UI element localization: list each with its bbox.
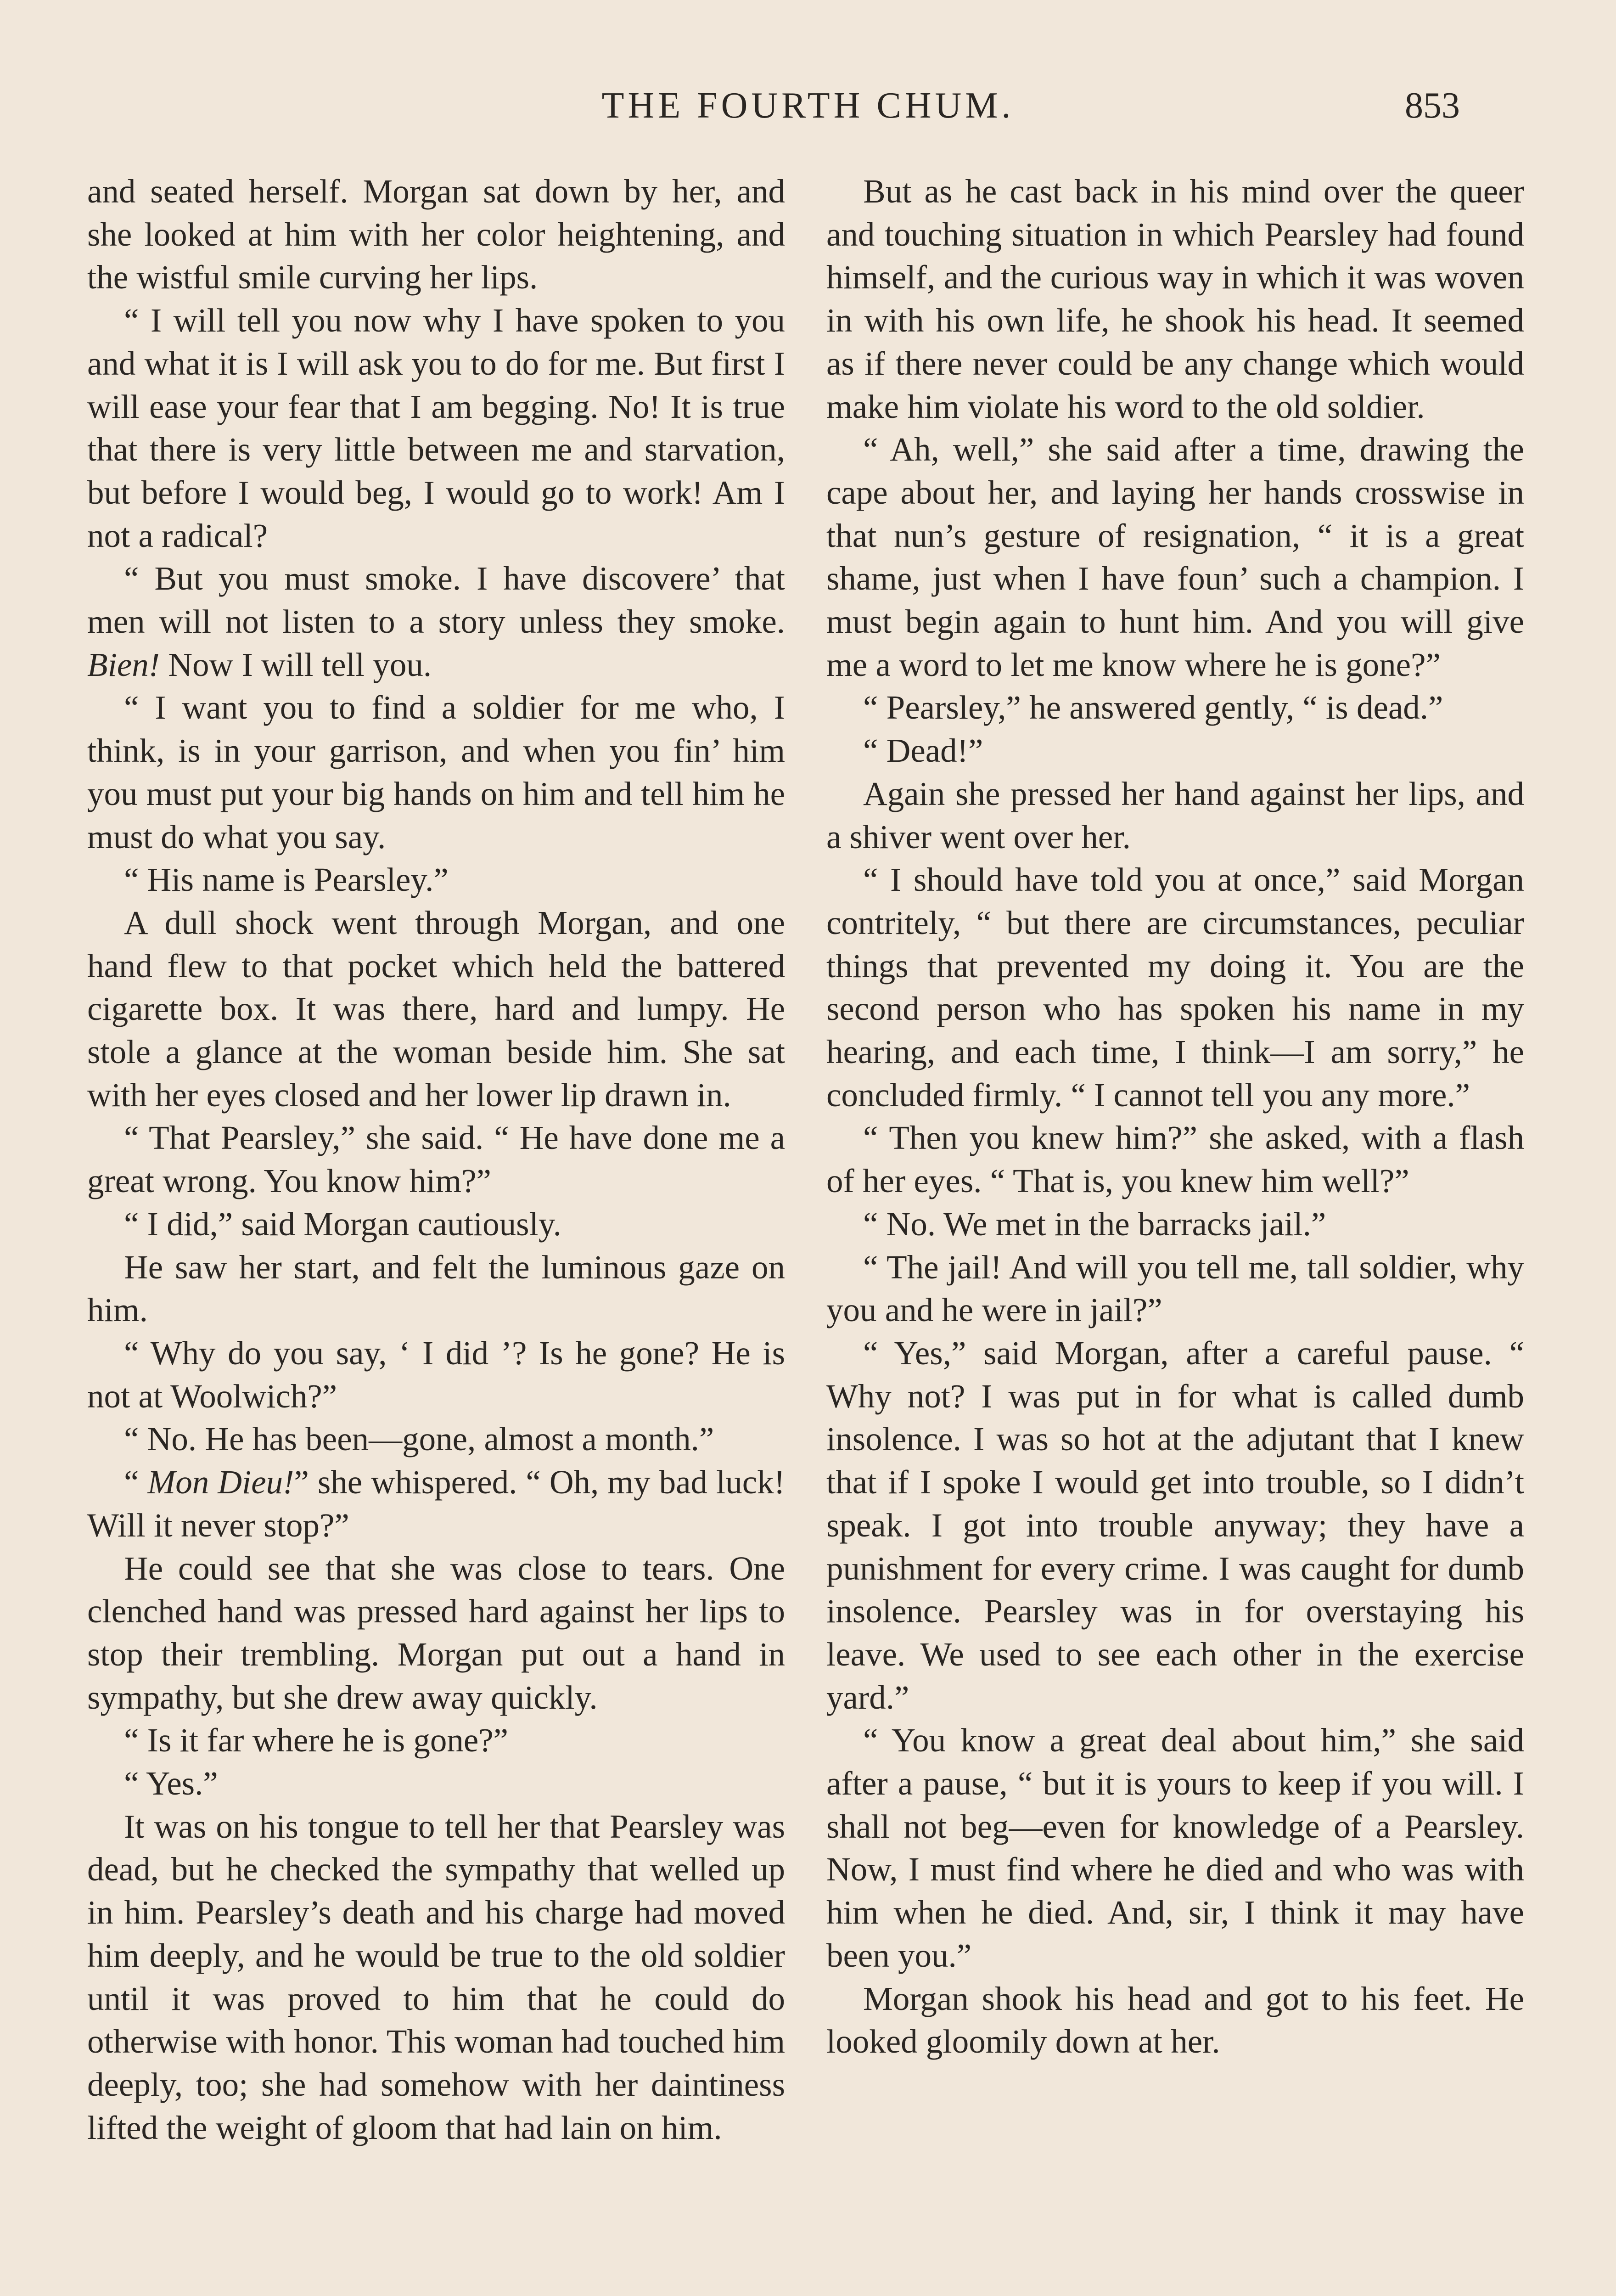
paragraph: A dull shock went through Morgan, and one hand flew to that pocket which held the battered cigarette box. It was there, hard and lumpy. He stole a glance at the woman beside him. She sat with her eyes closed and her lower lip drawn in. (87, 904, 785, 1114)
running-header (87, 78, 1529, 133)
paragraph: “ I should have told you at once,” said Morgan contritely, “ but there are circumstances, peculiar things that prevented my doing it. You are the second person who has spoken his name in my hearing, and each time, I think—I am sorry,” he concluded firmly. “ I cannot tell you any more.” (826, 861, 1524, 1114)
paragraph: “ Pearsley,” he answered gently, “ is dead.” (863, 689, 1443, 726)
paragraph: “ Yes,” said Morgan, after a careful pause. “ Why not? I was put in for what is called dumb insolence. I was so hot at the adjutant that I knew that if I spoke I would get into trouble, so I didn’t speak. I got into trouble anyway; they have a punishment for every crime. I was caught for dumb insolence. Pearsley was in for overstaying his leave. We used to see each other in the exercise yard.” (826, 1334, 1524, 1716)
paragraph: “ His name is Pearsley.” (124, 861, 449, 899)
paragraph: But as he cast back in his mind over the queer and touching situation in which Pearsley had found himself, and the curious way in which it was woven in with his own life, he shook his head. It seemed as if there never could be any change which would make him violate his word to the old soldier. (826, 173, 1524, 425)
paragraph: “ Yes.” (124, 1765, 218, 1802)
paragraph: “ I want you to find a soldier for me who, I think, is in your garrison, and when you fin’ him you must put your big hands on him and tell him he must do what you say. (87, 689, 785, 855)
paragraph: “ Dead!” (863, 732, 983, 770)
paragraph: “ Why do you say, ‘ I did ’? Is he gone? He is not at Woolwich?” (87, 1334, 785, 1415)
paragraph: “ That Pearsley,” she said. “ He have done me a great wrong. You know him?” (87, 1119, 785, 1200)
page-number: 853 (1405, 85, 1460, 126)
right-column (826, 170, 1524, 2063)
paragraph: “ No. He has been—gone, almost a month.” (124, 1420, 714, 1458)
paragraph: Morgan shook his head and got to his feet. He looked gloomily down at her. (826, 1980, 1524, 2060)
paragraph: He could see that she was close to tears. One clenched hand was pressed hard against her lips to stop their trembling. Morgan put out a hand in sympathy, but she drew away quickly. (87, 1549, 785, 1716)
paragraph: “ Is it far where he is gone?” (124, 1722, 509, 1759)
paragraph: He saw her start, and felt the luminous gaze on him. (87, 1248, 785, 1329)
paragraph: “ Then you knew him?” she asked, with a flash of her eyes. “ That is, you knew him well?” (826, 1119, 1524, 1200)
paragraph: Again she pressed her hand against her lips, and a shiver went over her. (826, 775, 1524, 855)
paragraph: “ Mon Dieu!” she whispered. “ Oh, my bad luck! Will it never stop?” (87, 1463, 785, 1544)
paragraph: It was on his tongue to tell her that Pearsley was dead, but he checked the sympathy that welled up in him. Pearsley’s death and his charge had moved him deeply, and he would be true to the old soldier until it was proved to him that he could do otherwise with honor. This woman had touched him deeply, too; she had somehow with her daintiness lifted the weight of gloom that had lain on him. (87, 1807, 785, 2146)
running-title: THE FOURTH CHUM. (601, 85, 1015, 126)
paragraph: “ But you must smoke. I have discovere’ that men will not listen to a story unless they smoke. Bien! Now I will tell you. (87, 560, 785, 683)
paragraph: “ Ah, well,” she said after a time, drawing the cape about her, and laying her hands crosswise in that nun’s gesture of resignation, “ it is a great shame, just when I have foun’ such a champion. I must begin again to hunt him. And you will give me a word to let me know where he is gone?” (826, 431, 1524, 683)
paragraph: “ I will tell you now why I have spoken to you and what it is I will ask you to do for me. But first I will ease your fear that I am begging. No! It is true that there is very little between me and starvation, but before I would beg, I would go to work! Am I not a radical? (87, 302, 785, 554)
paragraph: “ The jail! And will you tell me, tall soldier, why you and he were in jail?” (826, 1248, 1524, 1329)
paragraph: “ I did,” said Morgan cautiously. (124, 1205, 561, 1243)
paragraph: “ No. We met in the barracks jail.” (863, 1205, 1326, 1243)
paragraph: and seated herself. Morgan sat down by her, and she looked at him with her color heightening, and the wistful smile curving her lips. (87, 173, 785, 296)
paragraph: “ You know a great deal about him,” she said after a pause, “ but it is yours to keep if you will. I shall not beg—even for knowledge of a Pearsley. Now, I must find where he died and who was with him when he died. And, sir, I think it may have been you.” (826, 1722, 1524, 1974)
left-column (87, 170, 785, 2149)
